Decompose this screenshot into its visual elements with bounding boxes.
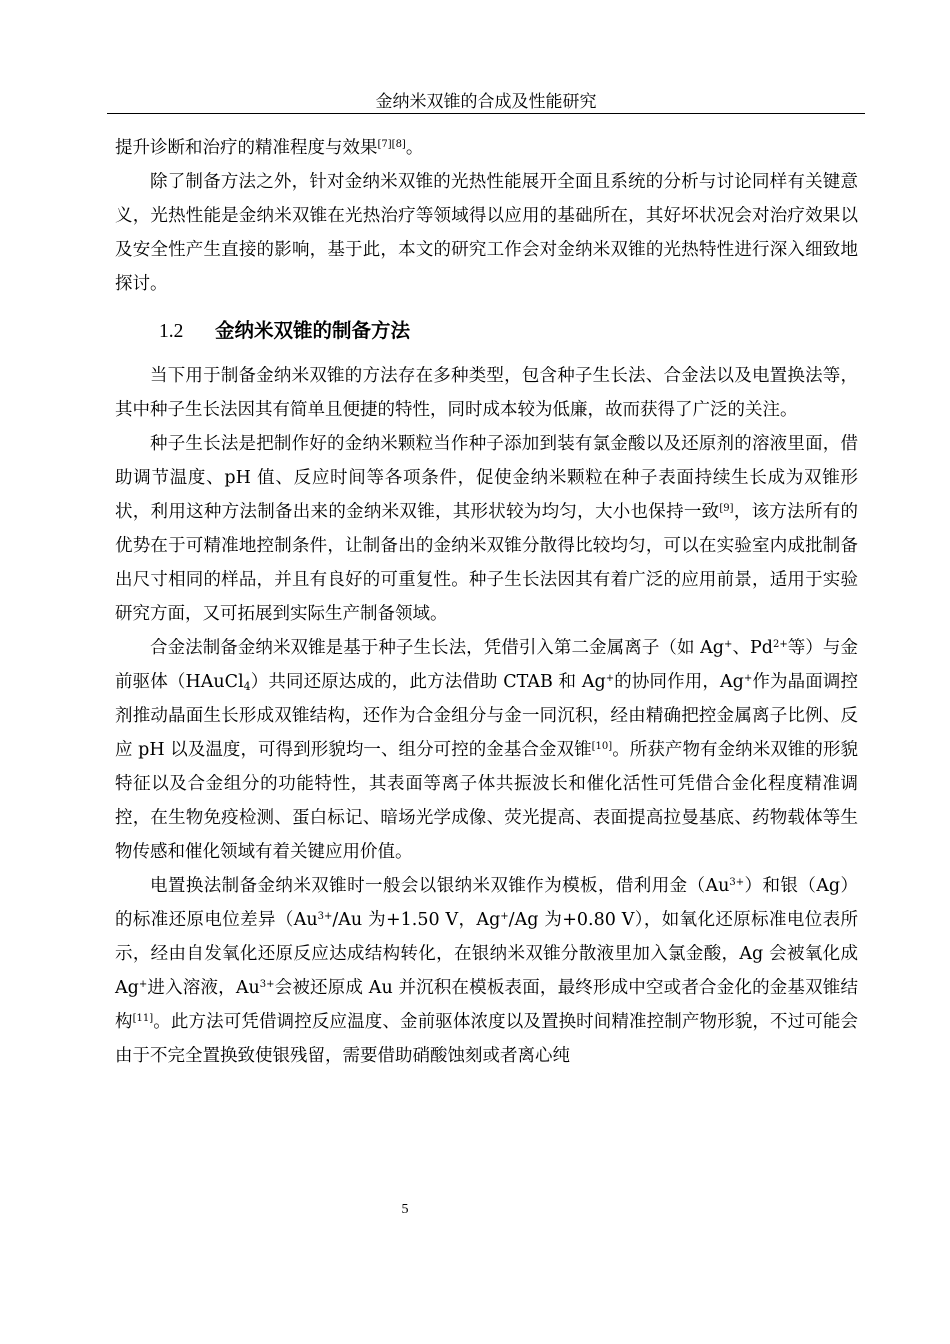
paragraph-alloy-method [115, 631, 858, 869]
paragraph-text: 作为晶面调控剂推动晶面生长形成双锥结构，还作为合金组分与金一同沉积，经由精确把控金属离子比例、反应 pH 以及温度，可得到形貌均一、组分可控的金基合金双锥 [115, 672, 858, 760]
paragraph-text: 会被还原成 Au 并沉积在模板表面，最终形成中空或者合金化的金基双锥结构 [115, 978, 858, 1032]
ion-charge: 3+ [317, 911, 333, 922]
ion-charge: + [605, 673, 615, 684]
ion-charge: 2+ [772, 639, 788, 650]
ion-charge: 3+ [729, 877, 745, 888]
citation: [7][8] [377, 139, 406, 150]
paragraph-text: /Au 为+1.50 V，Ag [332, 910, 501, 930]
paragraph-text: 。 [405, 138, 424, 158]
running-header-title: 金纳米双锥的合成及性能研究 [375, 92, 597, 112]
paragraph-text: 、Pd [732, 638, 773, 658]
citation: [11] [132, 1013, 154, 1024]
body-text [115, 131, 858, 1073]
paragraph-photothermal: 除了制备方法之外，针对金纳米双锥的光热性能展开全面且系统的分析与讨论同样有关键意义，光热性能是金纳米双锥在光热治疗等领域得以应用的基础所在，其好坏状况会对治疗效果以及安全性产生直接的影响，基于此，本文的研究工作会对金纳米双锥的光热特性进行深入细致地探讨。 [115, 172, 858, 294]
formula-subscript: 4 [243, 680, 251, 693]
paragraph-text: 合金法制备金纳米双锥是基于种子生长法，凭借引入第二金属离子（如 Ag [150, 638, 724, 658]
paragraph-text: 。所获产物有金纳米双锥的形貌特征以及合金组分的功能特性，其表面等离子体共振波长和催化活性可凭借合金化程度精准调控，在生物免疫检测、蛋白标记、暗场光学成像、荧光提高、表面提高拉曼基底、药物载体等生物传感和催化领域有着关键应用价值。 [115, 740, 858, 862]
header-rule [107, 113, 865, 114]
section-title: 金纳米双锥的制备方法 [215, 319, 411, 342]
ion-charge: + [723, 639, 733, 650]
section-number: 1.2 [159, 321, 184, 342]
paragraph-text: 电置换法制备金纳米双锥时一般会以银纳米双锥作为模板，借利用金（Au [150, 876, 730, 896]
paragraph-continuation [115, 131, 858, 165]
page-number: 5 [401, 1202, 409, 1217]
paragraph-text: 提升诊断和治疗的精准程度与效果 [115, 138, 378, 158]
paragraph-galvanic-replacement [115, 869, 858, 1073]
citation: [10] [591, 741, 613, 752]
paragraph-text: ，该方法所有的优势在于可精准地控制条件，让制备出的金纳米双锥分散得比较均匀，可以在实验室内成批制备出尺寸相同的样品，并且有良好的可重复性。种子生长法因其有着广泛的应用前景，适用于实验研究方面，又可拓展到实际生产制备领域。 [115, 502, 859, 624]
paragraph-text: 。此方法可凭借调控反应温度、金前驱体浓度以及置换时间精准控制产物形貌，不过可能会由于不完全置换致使银残留，需要借助硝酸蚀刻或者离心纯 [115, 1012, 859, 1066]
paragraph-seed-growth [115, 427, 858, 631]
citation: [9] [719, 503, 734, 514]
paragraph-text: 等）与金前驱体（HAuCl [115, 638, 858, 692]
ion-charge: + [138, 979, 148, 990]
paragraph-text: /Ag 为+0.80 V），如氧化还原标准电位表所示，经由自发氧化还原反应达成结构转化，在银纳米双锥分散液里加入氯金酸，Ag 会被氧化成 Ag [115, 910, 858, 998]
paragraph-text: ）共同还原达成的，此方法借助 CTAB 和 Ag [250, 672, 606, 692]
ion-charge: + [743, 673, 753, 684]
ion-charge: 3+ [259, 979, 275, 990]
paragraph-text: ）和银（Ag）的标准还原电位差异（Au [115, 876, 858, 930]
paragraph-methods-overview: 当下用于制备金纳米双锥的方法存在多种类型，包含种子生长法、合金法以及电置换法等，其中种子生长法因其有简单且便捷的特性，同时成本较为低廉，故而获得了广泛的关注。 [115, 366, 858, 420]
paragraph-text: 种子生长法是把制作好的金纳米颗粒当作种子添加到装有氯金酸以及还原剂的溶液里面，借助调节温度、pH 值、反应时间等各项条件，促使金纳米颗粒在种子表面持续生长成为双锥形状，利用这种方法制备出来的金纳米双锥，其形状较为均匀，大小也保持一致 [115, 434, 858, 522]
paragraph-text: 的协同作用，Ag [614, 672, 744, 692]
section-heading [115, 318, 858, 345]
paragraph-text: 进入溶液，Au [147, 978, 260, 998]
ion-charge: + [500, 911, 509, 922]
